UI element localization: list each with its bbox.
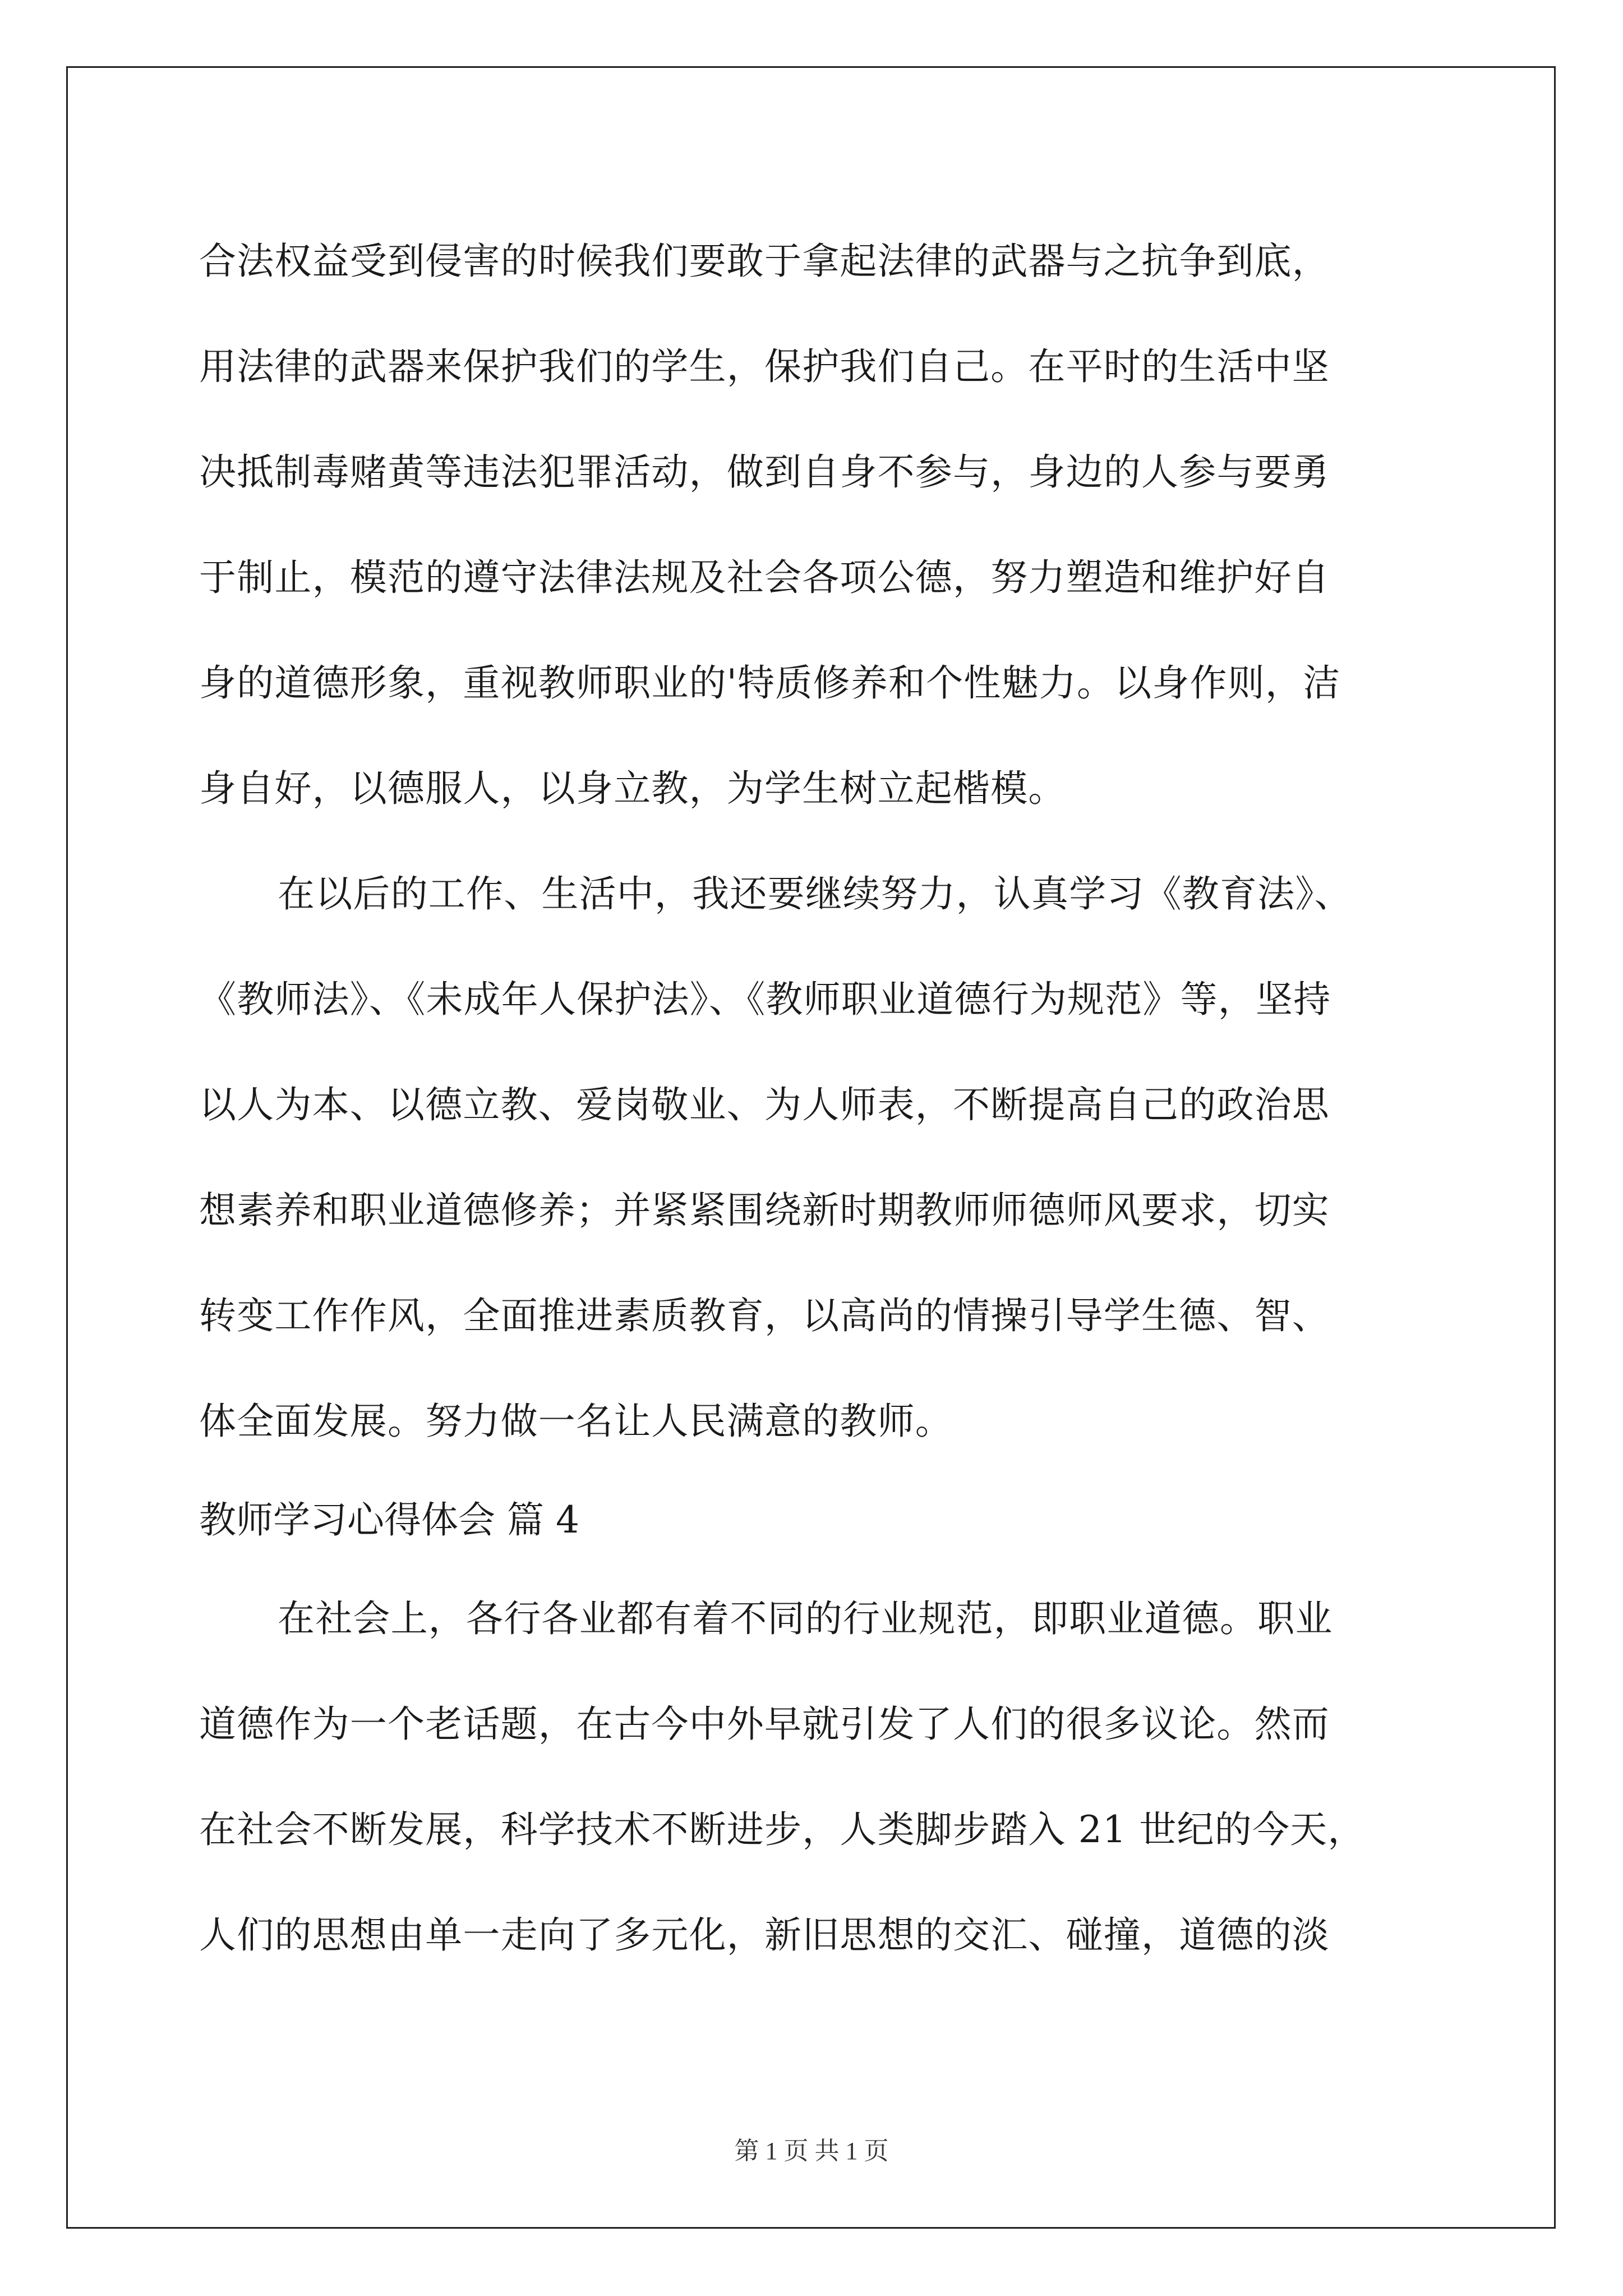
- text-line: 在社会上，各行各业都有着不同的行业规范，即职业道德。职业: [278, 1597, 1333, 1640]
- text-line: 在社会不断发展，科学技术不断进步，人类脚步踏入 21 世纪的今天，: [199, 1808, 1366, 1851]
- text-line: 在以后的工作、生活中，我还要继续努力，认真学习《教育法》、: [278, 872, 1352, 915]
- text-line: 想素养和职业道德修养；并紧紧围绕新时期教师师德师风要求，切实: [199, 1189, 1330, 1232]
- text-line: 体全面发展。努力做一名让人民满意的教师。: [199, 1400, 953, 1443]
- text-line: 以人为本、以德立教、爱岗敬业、为人师表，不断提高自己的政治思: [199, 1083, 1330, 1126]
- text-line: 人们的思想由单一走向了多元化，新旧思想的交汇、碰撞，道德的淡: [199, 1913, 1330, 1957]
- text-line: 决抵制毒赌黄等违法犯罪活动，做到自身不参与，身边的人参与要勇: [199, 450, 1330, 494]
- text-line: 道德作为一个老话题，在古今中外早就引发了人们的很多议论。然而: [199, 1703, 1330, 1746]
- text-line: 《教师法》、《未成年人保护法》、《教师职业道德行为规范》等，坚持: [199, 978, 1331, 1021]
- page-footer: 第 1 页 共 1 页: [734, 2137, 889, 2165]
- section-heading: 教师学习心得体会 篇 4: [199, 1498, 579, 1542]
- document-body: [199, 209, 1422, 1988]
- text-line: 转变工作作风，全面推进素质教育，以高尚的情操引导学生德、智、: [199, 1294, 1330, 1337]
- text-line: 于制止，模范的遵守法律法规及社会各项公德，努力塑造和维护好自: [199, 556, 1330, 599]
- text-line: 身的道德形象，重视教师职业的'特质修养和个性魅力。以身作则，洁: [199, 661, 1341, 705]
- paragraph-2: [199, 841, 1422, 1474]
- paragraph-1: [199, 209, 1422, 841]
- paragraph-3: [199, 1566, 1422, 1988]
- text-line: 身自好，以德服人，以身立教，为学生树立起楷模。: [199, 767, 1066, 810]
- text-line: 合法权益受到侵害的时候我们要敢于拿起法律的武器与之抗争到底，: [199, 240, 1330, 283]
- text-line: 用法律的武器来保护我们的学生，保护我们自己。在平时的生活中坚: [199, 345, 1330, 388]
